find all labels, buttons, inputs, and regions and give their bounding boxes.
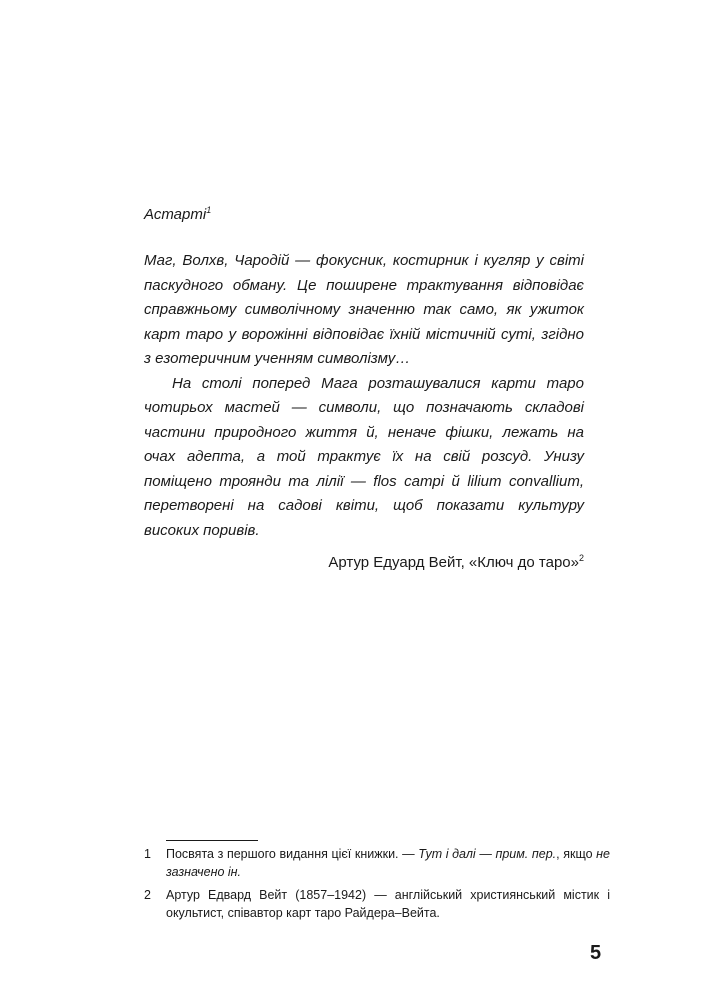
footnote-divider	[166, 840, 258, 841]
footnote-text-part: —	[475, 847, 496, 861]
epigraph	[144, 249, 584, 543]
epigraph-paragraph-1: Маг, Волхв, Чародій — фокусник, костирник і кугляр у світі паскудного обману. Це поширене трактування відповідає справжньому символічному значенню так само, як ужиток карт таро у ворожінні відповідає їхній містичній суті, згідно з езотеричним ученням символізму…	[144, 252, 584, 367]
footnotes	[144, 846, 610, 928]
footnote-number: 1	[144, 847, 151, 861]
footnote-2	[144, 887, 610, 922]
footnote-1	[144, 846, 610, 881]
footnote-text-part: Посвята з першого видання цієї книжки. —	[166, 847, 419, 861]
footnote-text-part: , якщо	[556, 847, 597, 861]
footnote-italic-part: прим. пер.	[495, 847, 557, 861]
footnote-text: Артур Едвард Вейт (1857–1942) — англійський християнський містик і окультист, співавтор карт таро Райдера–Вейта.	[166, 888, 610, 920]
footnote-italic-part: не зазначено ін.	[166, 847, 611, 879]
attribution-note-ref: 2	[578, 553, 584, 563]
page-number: 5	[590, 942, 602, 964]
footnote-number: 2	[144, 888, 151, 902]
epigraph-attribution	[144, 554, 584, 571]
epigraph-paragraph-2: На столі поперед Мага розташувалися карти таро чотирьох мастей — символи, що позначають складові частини природного життя й, неначе фішки, лежать на очах адепта, а той трактує їх на свій розсуд. Унизу поміщено троянди та лілії — flos campi й lilium convallium, перетворені на садові квіти, щоб показати культуру високих поривів.	[144, 374, 584, 539]
attribution-text: Артур Едуард Вейт, «Ключ до таро»	[328, 554, 579, 571]
footnote-italic-part: Тут і далі	[418, 847, 476, 861]
dedication	[144, 206, 211, 223]
dedication-text: Астарті	[144, 206, 207, 223]
footnote-text	[166, 846, 610, 881]
dedication-note-ref: 1	[206, 205, 212, 215]
